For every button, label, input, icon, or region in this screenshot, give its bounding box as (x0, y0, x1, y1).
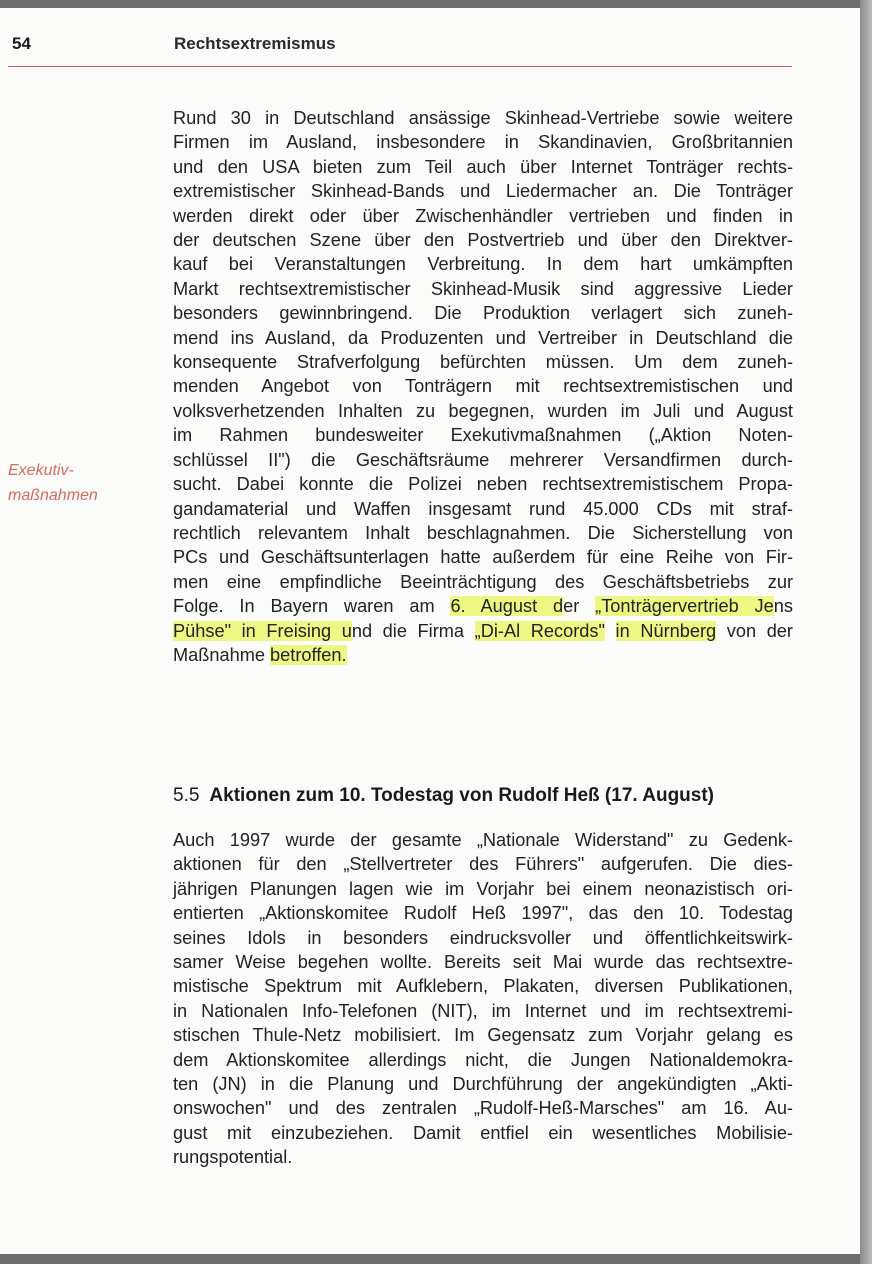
section-heading (173, 785, 813, 807)
text-run: Folge. In Bayern waren am (173, 596, 451, 617)
text-line (173, 594, 793, 618)
text-line: Firmen im Ausland, insbesondere in Skandinavien, Großbritannien (173, 132, 793, 153)
text-line (173, 643, 793, 667)
text-line: Rund 30 in Deutschland ansässige Skinhead-Vertriebe sowie weitere (173, 108, 793, 128)
text-line: sucht. Dabei konnte die Polizei neben rechtsextremistischem Propa- (173, 474, 793, 495)
text-line: schlüssel II") die Geschäftsräume mehrerer Versandfirmen durch- (173, 449, 793, 470)
highlight-company-dial: „Di-Al Records" (474, 620, 605, 641)
text-line: entierten „Aktionskomitee Rudolf Heß 1997", das den 10. Todestag (173, 903, 793, 924)
text-line: rungspotential. (173, 1147, 293, 1168)
section-number: 5.5 (173, 785, 200, 806)
text-line: mend ins Ausland, da Produzenten und Vertreiber in Deutschland die (173, 327, 793, 348)
text-line: men eine empfindliche Beeinträchtigung des Geschäftsbetriebs zur (173, 571, 793, 592)
text-run: ns (773, 596, 793, 617)
header-rule (8, 66, 792, 67)
text-line: PCs und Geschäftsunterlagen hatte außerdem für eine Reihe von Fir- (173, 547, 793, 568)
text-line: ten (JN) in die Planung und Durchführung der angekündigten „Akti- (173, 1074, 793, 1095)
text-line: mistische Spektrum mit Aufklebern, Plakaten, diversen Publikationen, (173, 976, 793, 997)
text-line: onswochen" und des zentralen „Rudolf-Heß-Marsches" am 16. Au- (173, 1098, 793, 1119)
text-line: im Rahmen bundesweiter Exekutivmaßnahmen („Aktion Noten- (173, 425, 793, 446)
text-run: er (563, 596, 596, 617)
text-line: besonders gewinnbringend. Die Produktion verlagert sich zuneh- (173, 303, 793, 324)
margin-note-line: maßnahmen (8, 487, 98, 504)
highlight-freising: Pühse" in Freising u (173, 620, 352, 641)
text-line (173, 619, 793, 643)
running-head: Rechtsextremismus (174, 34, 336, 53)
text-line: volksverhetzenden Inhalten zu begegnen, wurden im Juli und August (173, 400, 793, 421)
text-line: und den USA bieten zum Teil auch über Internet Tonträger rechts- (173, 156, 793, 177)
text-line: extremistischer Skinhead-Bands und Liedermacher an. Die Tonträger (173, 181, 793, 202)
page-header (8, 30, 792, 70)
text-line: konsequente Strafverfolgung befürchten müssen. Um dem zuneh- (173, 352, 793, 373)
text-line: werden direkt oder über Zwischenhändler vertrieben und finden in (173, 205, 793, 226)
scan-edge (860, 0, 872, 1264)
section-title: Aktionen zum 10. Todestag von Rudolf Heß (17. August) (209, 785, 714, 806)
paragraph-skinhead-music (173, 106, 793, 667)
margin-note (8, 458, 158, 508)
margin-note-line: Exekutiv- (8, 462, 74, 479)
text-run: Maßnahme (173, 644, 271, 665)
text-line: der deutschen Szene über den Postvertrieb und über den Direktver- (173, 230, 793, 251)
highlight-nuernberg: in Nürnberg (615, 620, 717, 641)
text-line: samer Weise begehen wollte. Bereits seit Mai wurde das rechtsextre- (173, 952, 793, 973)
text-line: jährigen Planungen lagen wie im Vorjahr bei einem neonazistisch ori- (173, 878, 793, 899)
text-line: gust mit einzubeziehen. Damit entfiel ein wesentliches Mobilisie- (173, 1122, 793, 1143)
text-line: dem Aktionskomitee allerdings nicht, die Jungen Nationaldemokra- (173, 1049, 793, 1070)
text-line: stischen Thule-Netz mobilisiert. Im Gegensatz zum Vorjahr gelang es (173, 1025, 793, 1046)
highlight-date: 6. August d (450, 596, 564, 617)
text-line: in Nationalen Info-Telefonen (NIT), im Internet und im rechtsextremi- (173, 1000, 793, 1021)
highlight-company-pühse: „Tonträgervertrieb Je (595, 596, 774, 617)
highlight-betroffen: betroffen. (270, 644, 347, 665)
text-line: menden Angebot von Tonträgern mit rechtsextremistischen und (173, 376, 793, 397)
text-line: Markt rechtsextremistischer Skinhead-Musik sind aggressive Lieder (173, 278, 793, 299)
text-run: von der (716, 620, 793, 641)
text-run: nd die Firma (351, 620, 475, 641)
text-line: kauf bei Veranstaltungen Verbreitung. In dem hart umkämpften (173, 254, 793, 275)
text-line: seines Idols in besonders eindrucksvoller und öffentlichkeitswirk- (173, 927, 793, 948)
page-number: 54 (12, 34, 31, 53)
paragraph-hess-actions (173, 828, 793, 1170)
text-line: rechtlich relevantem Inhalt beschlagnahmen. Die Sicherstellung von (173, 522, 793, 543)
text-line: gandamaterial und Waffen insgesamt rund 45.000 CDs mit straf- (173, 498, 793, 519)
text-line: Auch 1997 wurde der gesamte „Nationale Widerstand" zu Gedenk- (173, 830, 793, 850)
text-line: aktionen für den „Stellvertreter des Führers" aufgerufen. Die dies- (173, 854, 793, 875)
text-run (605, 621, 616, 641)
